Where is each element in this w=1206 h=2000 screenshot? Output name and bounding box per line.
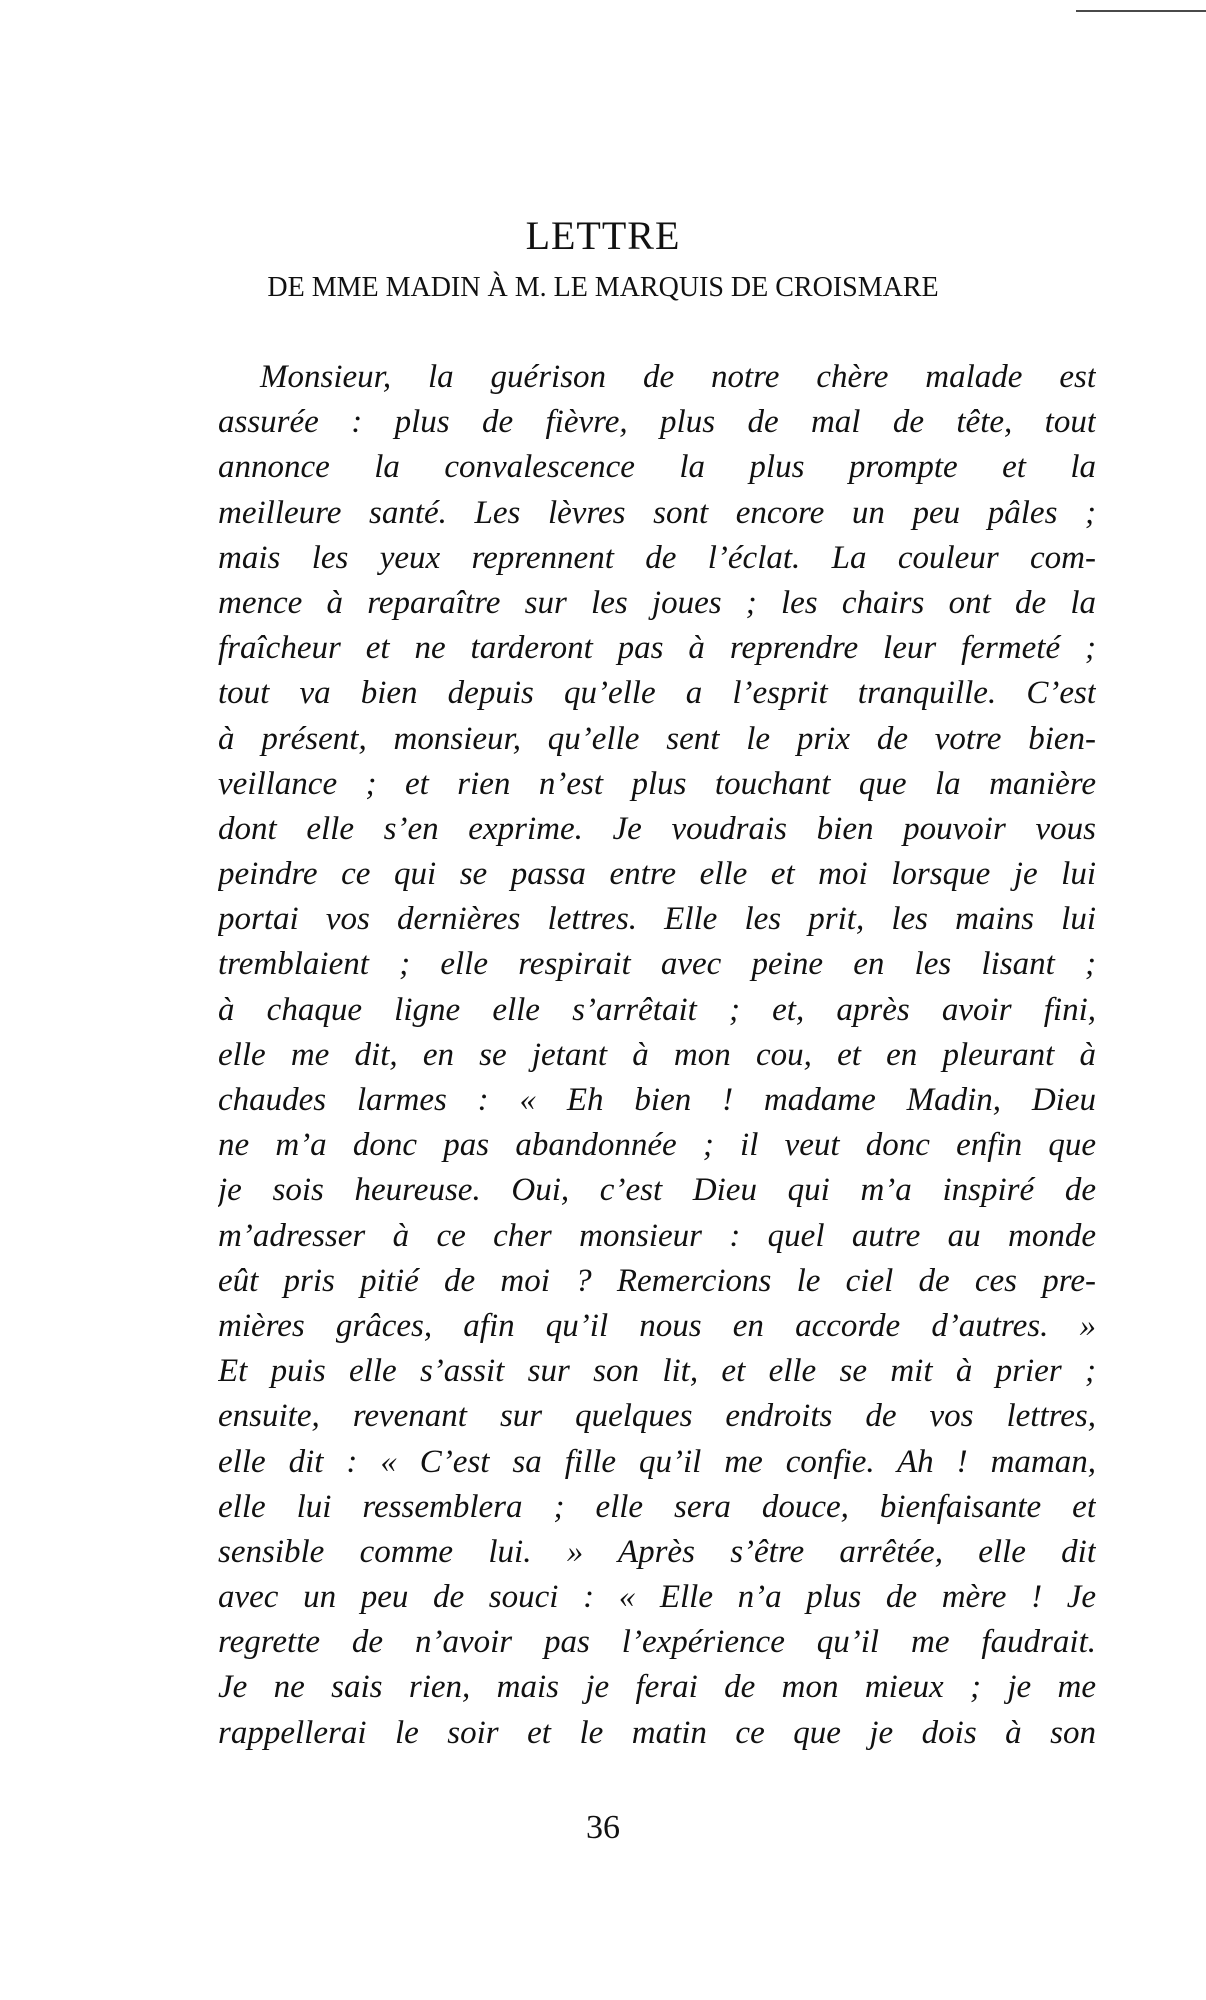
text-line: annonce la convalescence la plus prompte et la (218, 449, 1096, 486)
text-line: regrette de n’avoir pas l’expérience qu’il me faudrait. (218, 1624, 1096, 1661)
text-line: ne m’a donc pas abandonnée ; il veut donc enfin que (218, 1127, 1096, 1164)
text-line: Et puis elle s’assit sur son lit, et elle se mit à prier ; (218, 1353, 1096, 1390)
text-line: à chaque ligne elle s’arrêtait ; et, après avoir fini, (218, 991, 1096, 1028)
text-line: veillance ; et rien n’est plus touchant que la manière (218, 765, 1096, 802)
text-line: Je ne sais rien, mais je ferai de mon mieux ; je me (218, 1669, 1096, 1706)
text-line: mais les yeux reprennent de l’éclat. La couleur com- (218, 539, 1096, 576)
text-line: ensuite, revenant sur quelques endroits de vos lettres, (218, 1398, 1096, 1435)
scan-edge-rule (1076, 10, 1206, 12)
letter-heading: LETTRE (525, 213, 681, 258)
text-line: elle me dit, en se jetant à mon cou, et en pleurant à (218, 1036, 1096, 1073)
text-line: tout va bien depuis qu’elle a l’esprit tranquille. C’est (218, 675, 1096, 712)
letter-subheading: DE MME MADIN À M. LE MARQUIS DE CROISMARE (267, 272, 939, 303)
text-line: meilleure santé. Les lèvres sont encore un peu pâles ; (218, 494, 1096, 531)
text-line: Monsieur, la guérison de notre chère malade est (260, 359, 1096, 395)
text-line: elle dit : « C’est sa fille qu’il me confie. Ah ! maman, (218, 1443, 1096, 1480)
text-line: m’adresser à ce cher monsieur : quel autre au monde (218, 1217, 1096, 1254)
text-line: tremblaient ; elle respirait avec peine en les lisant ; (218, 946, 1096, 983)
text-line: fraîcheur et ne tarderont pas à reprendre leur fermeté ; (218, 630, 1096, 667)
text-line: peindre ce qui se passa entre elle et moi lorsque je lui (218, 856, 1096, 893)
text-line: rappellerai le soir et le matin ce que je dois à son (218, 1714, 1096, 1751)
text-line: sensible comme lui. » Après s’être arrêtée, elle dit (218, 1533, 1096, 1570)
text-line: assurée : plus de fièvre, plus de mal de tête, tout (218, 404, 1096, 441)
text-line: à présent, monsieur, qu’elle sent le prix de votre bien- (218, 720, 1096, 757)
text-line: eût pris pitié de moi ? Remercions le ciel de ces pre- (218, 1262, 1096, 1299)
text-line: portai vos dernières lettres. Elle les prit, les mains lui (218, 901, 1096, 938)
text-line: mières grâces, afin qu’il nous en accorde d’autres. » (218, 1307, 1096, 1344)
text-line: chaudes larmes : « Eh bien ! madame Madin, Dieu (218, 1082, 1096, 1118)
text-line: elle lui ressemblera ; elle sera douce, bienfaisante et (218, 1488, 1096, 1525)
text-line: avec un peu de souci : « Elle n’a plus de mère ! Je (218, 1579, 1096, 1616)
text-line: je sois heureuse. Oui, c’est Dieu qui m’a inspiré de (218, 1172, 1096, 1209)
letter-body (218, 355, 1096, 1756)
text-line: mence à reparaître sur les joues ; les chairs ont de la (218, 584, 1096, 621)
text-line: dont elle s’en exprime. Je voudrais bien pouvoir vous (218, 810, 1096, 847)
page-number: 36 (586, 1809, 620, 1846)
